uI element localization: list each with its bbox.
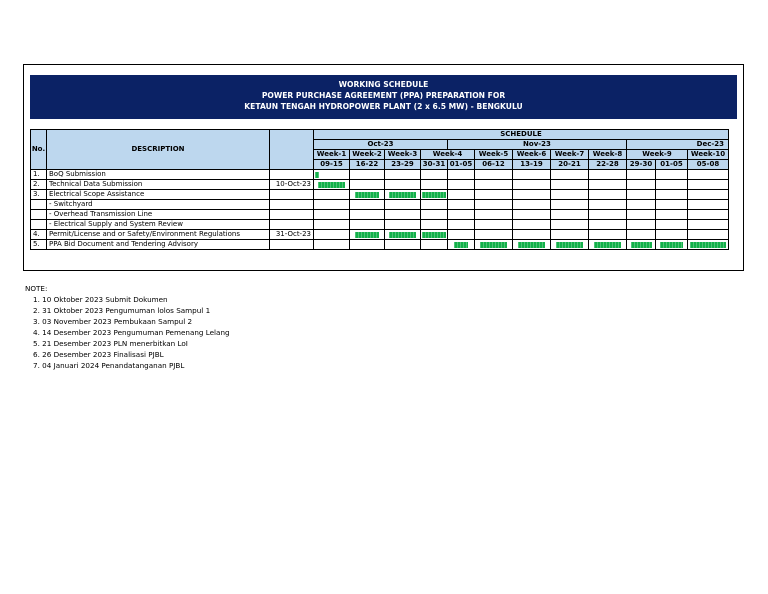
schedule-cell (385, 230, 421, 240)
gantt-bar (454, 242, 468, 248)
date-range-header: 22-28 (589, 160, 627, 170)
schedule-cell (551, 210, 589, 220)
gantt-bar (389, 192, 415, 198)
row-description: - Electrical Supply and System Review (47, 220, 270, 230)
week-header: Week-5 (475, 150, 513, 160)
schedule-cell (656, 240, 688, 250)
schedule-cell (589, 200, 627, 210)
title-line-1: WORKING SCHEDULE (338, 80, 429, 89)
schedule-cell (551, 190, 589, 200)
row-date (270, 220, 314, 230)
gantt-bar (422, 192, 445, 198)
gantt-bar (518, 242, 546, 248)
schedule-cell (513, 180, 551, 190)
date-range-header: 23-29 (385, 160, 421, 170)
note-item: 2. 31 Oktober 2023 Pengumuman lolos Sampul 1 (33, 306, 211, 315)
schedule-cell (350, 190, 385, 200)
schedule-cell (589, 190, 627, 200)
schedule-cell (627, 210, 656, 220)
schedule-cell (627, 240, 656, 250)
schedule-cell (513, 210, 551, 220)
title-block (30, 75, 737, 119)
schedule-cell (688, 180, 729, 190)
row-description: PPA Bid Document and Tendering Advisory (47, 240, 270, 250)
row-date (270, 210, 314, 220)
schedule-cell (475, 240, 513, 250)
schedule-cell (627, 230, 656, 240)
schedule-cell (421, 170, 448, 180)
schedule-cell (448, 210, 475, 220)
schedule-cell (421, 220, 448, 230)
schedule-cell (627, 170, 656, 180)
notes-title: NOTE: (25, 284, 48, 293)
schedule-cell (314, 190, 350, 200)
schedule-cell (656, 190, 688, 200)
table-row (31, 240, 729, 250)
date-header (270, 130, 314, 170)
date-range-header: 30-31 (421, 160, 448, 170)
week-header: Week-10 (688, 150, 729, 160)
schedule-cell (350, 200, 385, 210)
no-header: No. (31, 130, 47, 170)
row-date (270, 170, 314, 180)
schedule-cell (627, 220, 656, 230)
schedule-cell (627, 200, 656, 210)
schedule-cell (656, 180, 688, 190)
week-header: Week-2 (350, 150, 385, 160)
row-date (270, 240, 314, 250)
row-number (31, 210, 47, 220)
gantt-bar (355, 192, 379, 198)
schedule-cell (448, 200, 475, 210)
schedule-cell (385, 170, 421, 180)
schedule-table (30, 129, 729, 250)
date-range-header: 13-19 (513, 160, 551, 170)
date-range-header: 05-08 (688, 160, 729, 170)
row-date: 10-Oct-23 (270, 180, 314, 190)
schedule-cell (448, 240, 475, 250)
schedule-cell (385, 200, 421, 210)
row-number (31, 220, 47, 230)
gantt-bar (389, 232, 415, 238)
note-item: 3. 03 November 2023 Pembukaan Sampul 2 (33, 317, 193, 326)
table-row (31, 170, 729, 180)
schedule-cell (627, 190, 656, 200)
schedule-cell (421, 200, 448, 210)
schedule-cell (513, 230, 551, 240)
row-description: Electrical Scope Assistance (47, 190, 270, 200)
schedule-cell (656, 220, 688, 230)
schedule-cell (475, 170, 513, 180)
schedule-cell (350, 210, 385, 220)
schedule-cell (656, 170, 688, 180)
schedule-cell (513, 200, 551, 210)
date-range-header: 06-12 (475, 160, 513, 170)
week-header: Week-4 (421, 150, 475, 160)
schedule-cell (385, 210, 421, 220)
schedule-cell (551, 180, 589, 190)
schedule-cell (448, 170, 475, 180)
schedule-cell (589, 230, 627, 240)
note-item: 6. 26 Desember 2023 Finalisasi PJBL (33, 350, 164, 359)
notes-section (25, 283, 230, 371)
gantt-bar (318, 182, 344, 188)
schedule-cell (421, 210, 448, 220)
week-header: Week-6 (513, 150, 551, 160)
schedule-cell (627, 180, 656, 190)
schedule-cell (385, 190, 421, 200)
schedule-cell (656, 200, 688, 210)
date-range-header: 01-05 (656, 160, 688, 170)
table-row (31, 210, 729, 220)
schedule-cell (688, 190, 729, 200)
schedule-cell (385, 240, 421, 250)
gantt-bar (690, 242, 726, 248)
schedule-cell (475, 230, 513, 240)
date-range-header: 01-05 (448, 160, 475, 170)
schedule-cell (448, 230, 475, 240)
schedule-cell (421, 190, 448, 200)
schedule-cell (314, 200, 350, 210)
week-header: Week-3 (385, 150, 421, 160)
schedule-cell (448, 190, 475, 200)
row-number: 1. (31, 170, 47, 180)
table-row (31, 230, 729, 240)
row-description: - Overhead Transmission Line (47, 210, 270, 220)
gantt-bar (315, 172, 319, 178)
schedule-cell (513, 190, 551, 200)
table-row (31, 190, 729, 200)
gantt-bar (355, 232, 379, 238)
gantt-bar (422, 232, 445, 238)
schedule-cell (314, 210, 350, 220)
schedule-cell (589, 170, 627, 180)
schedule-cell (350, 230, 385, 240)
note-item: 1. 10 Oktober 2023 Submit Dokumen (33, 295, 168, 304)
schedule-cell (551, 230, 589, 240)
gantt-bar (556, 242, 584, 248)
gantt-bar (480, 242, 508, 248)
title-line-2: POWER PURCHASE AGREEMENT (PPA) PREPARATION FOR (261, 91, 506, 100)
schedule-cell (314, 230, 350, 240)
schedule-cell (421, 240, 448, 250)
date-range-header: 20-21 (551, 160, 589, 170)
schedule-cell (551, 220, 589, 230)
schedule-cell (314, 220, 350, 230)
schedule-cell (475, 180, 513, 190)
schedule-cell (551, 200, 589, 210)
note-item: 5. 21 Desember 2023 PLN menerbitkan LoI (33, 339, 188, 348)
schedule-cell (448, 180, 475, 190)
row-number: 4. (31, 230, 47, 240)
week-header: Week-8 (589, 150, 627, 160)
schedule-cell (513, 170, 551, 180)
schedule-cell (421, 230, 448, 240)
row-number (31, 200, 47, 210)
schedule-cell (688, 220, 729, 230)
schedule-cell (688, 230, 729, 240)
schedule-cell (551, 240, 589, 250)
schedule-cell (688, 240, 729, 250)
schedule-cell (589, 180, 627, 190)
week-header: Week-7 (551, 150, 589, 160)
schedule-cell (656, 210, 688, 220)
note-item: 7. 04 Januari 2024 Penandatanganan PJBL (33, 361, 185, 370)
schedule-cell (589, 210, 627, 220)
schedule-cell (513, 240, 551, 250)
schedule-cell (385, 180, 421, 190)
schedule-cell (688, 200, 729, 210)
description-header: DESCRIPTION (47, 130, 270, 170)
row-number: 3. (31, 190, 47, 200)
schedule-header: SCHEDULE (314, 130, 729, 140)
schedule-cell (656, 230, 688, 240)
month-header: Oct-23 (314, 140, 448, 150)
gantt-bar (660, 242, 683, 248)
schedule-cell (551, 170, 589, 180)
schedule-cell (475, 200, 513, 210)
row-number: 5. (31, 240, 47, 250)
schedule-cell (350, 240, 385, 250)
schedule-cell (421, 180, 448, 190)
schedule-cell (314, 240, 350, 250)
table-row (31, 200, 729, 210)
row-description: Permit/License and or Safety/Environment Regulations (47, 230, 270, 240)
schedule-cell (513, 220, 551, 230)
title-line-3: KETAUN TENGAH HYDROPOWER PLANT (2 x 6.5 MW) - BENGKULU (244, 102, 523, 111)
gantt-bar (594, 242, 622, 248)
month-header: Nov-23 (448, 140, 627, 150)
schedule-cell (350, 180, 385, 190)
table-row (31, 180, 729, 190)
schedule-cell (589, 220, 627, 230)
schedule-cell (448, 220, 475, 230)
row-date: 31-Oct-23 (270, 230, 314, 240)
schedule-cell (314, 180, 350, 190)
schedule-cell (385, 220, 421, 230)
schedule-cell (350, 170, 385, 180)
month-header: Dec-23 (627, 140, 729, 150)
schedule-cell (350, 220, 385, 230)
schedule-cell (475, 220, 513, 230)
date-range-header: 16-22 (350, 160, 385, 170)
schedule-cell (688, 170, 729, 180)
row-description: Technical Data Submission (47, 180, 270, 190)
schedule-cell (589, 240, 627, 250)
date-range-header: 29-30 (627, 160, 656, 170)
schedule-cell (314, 170, 350, 180)
row-number: 2. (31, 180, 47, 190)
note-item: 4. 14 Desember 2023 Pengumuman Pemenang Lelang (33, 328, 230, 337)
gantt-bar (631, 242, 652, 248)
schedule-cell (475, 190, 513, 200)
row-date (270, 200, 314, 210)
date-range-header: 09-15 (314, 160, 350, 170)
row-description: - Switchyard (47, 200, 270, 210)
table-row (31, 220, 729, 230)
schedule-cell (475, 210, 513, 220)
row-description: BoQ Submission (47, 170, 270, 180)
schedule-cell (688, 210, 729, 220)
week-header: Week-9 (627, 150, 688, 160)
week-header: Week-1 (314, 150, 350, 160)
row-date (270, 190, 314, 200)
